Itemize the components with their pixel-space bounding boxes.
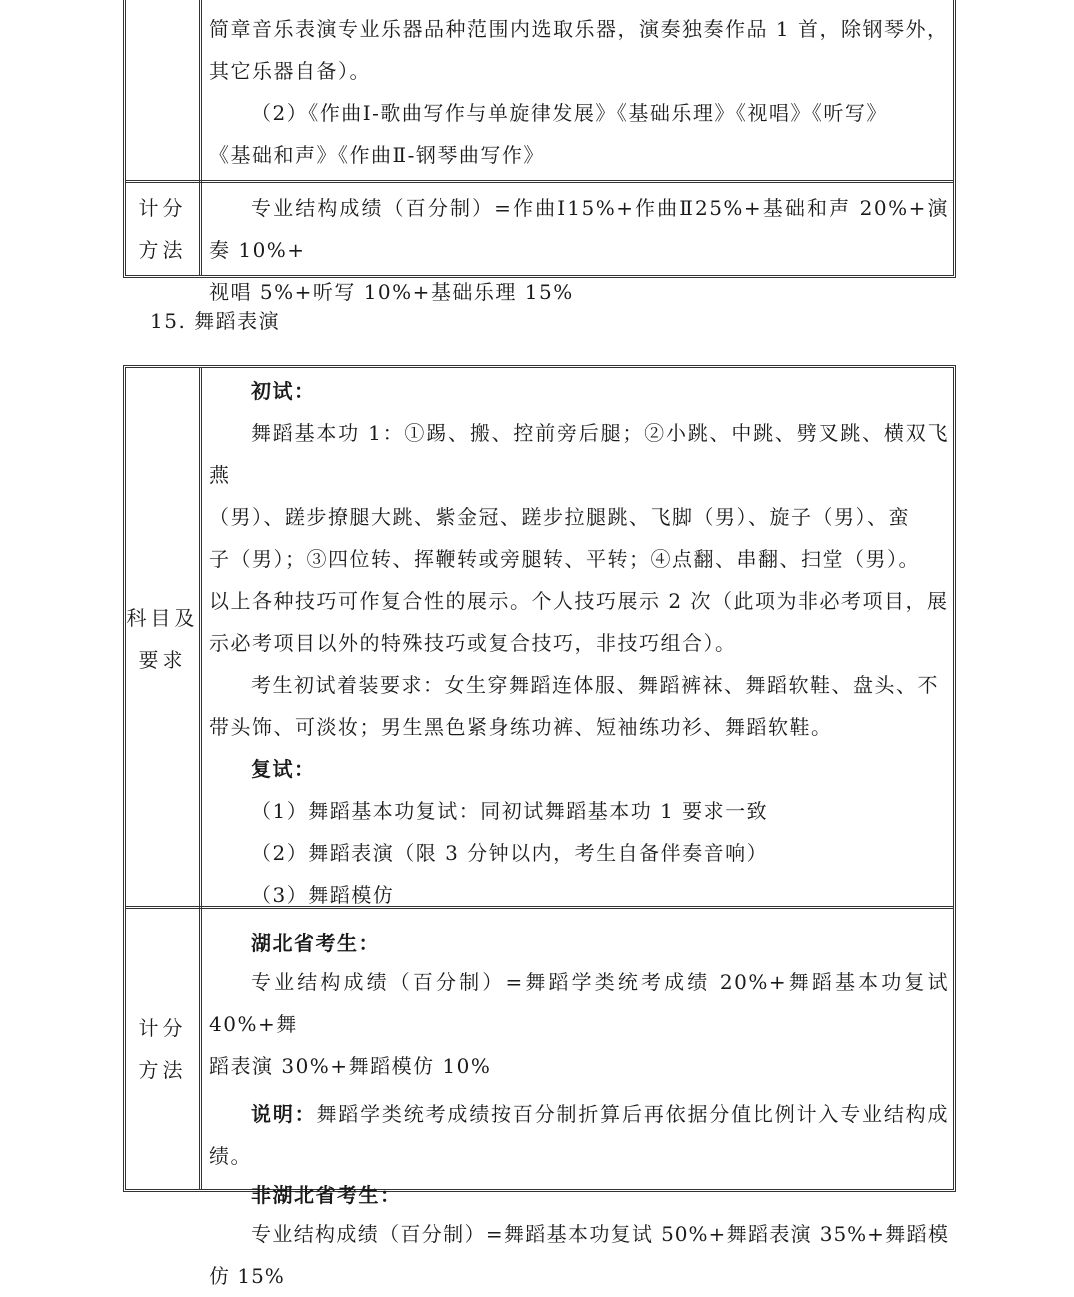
empty-label-cell xyxy=(126,0,202,183)
label-line: 计分 xyxy=(138,196,187,220)
dance-table xyxy=(123,365,956,1288)
hubei-title: 湖北省考生： xyxy=(251,931,380,955)
label-line: 要求 xyxy=(138,647,187,672)
text-line: 简章音乐表演专业乐器品种范围内选取乐器，演奏独奏作品 1 首，除钢琴外， xyxy=(209,17,949,41)
dance-scoring-content xyxy=(205,909,953,1288)
chushi-title: 初试： xyxy=(251,379,316,403)
non-hubei-title: 非湖北省考生： xyxy=(251,1183,402,1207)
scoring-label xyxy=(126,183,202,275)
text-line: 其它乐器自备）。 xyxy=(209,59,371,83)
scoring-label xyxy=(126,909,202,1189)
list-item: （2）舞蹈表演（限 3 分钟以内，考生自备伴奏音响） xyxy=(251,841,769,865)
subjects-label xyxy=(126,368,202,909)
music-scoring-content xyxy=(205,183,953,304)
dance-scoring-row xyxy=(126,909,953,1288)
music-subjects-row xyxy=(126,0,953,183)
text-line: 专业结构成绩（百分制）=舞蹈学类统考成绩 20%+舞蹈基本功复试 40%+舞 xyxy=(209,970,949,1036)
text-line: 带头饰、可淡妆；男生黑色紧身练功裤、短袖练功衫、舞蹈软鞋。 xyxy=(209,715,833,739)
text-line: 视唱 5%+听写 10%+基础乐理 15% xyxy=(209,280,574,304)
text-line: 考生初试着装要求：女生穿舞蹈连体服、舞蹈裤袜、舞蹈软鞋、盘头、不 xyxy=(251,673,939,697)
dance-subjects-content xyxy=(205,368,953,909)
text-line: 蹈表演 30%+舞蹈模仿 10% xyxy=(209,1054,492,1078)
music-subjects-content xyxy=(205,0,953,183)
section-heading: 15. 舞蹈表演 xyxy=(150,309,281,333)
music-scoring-row xyxy=(126,183,953,304)
text-line: 以上各种技巧可作复合性的展示。个人技巧展示 2 次（此项为非必考项目，展 xyxy=(209,589,949,613)
top-table xyxy=(123,0,956,304)
text-line: 专业结构成绩（百分制）=作曲Ⅰ15%+作曲Ⅱ25%+基础和声 20%+演奏 10%+ xyxy=(209,196,949,262)
text-line: 专业结构成绩（百分制）=舞蹈基本功复试 50%+舞蹈表演 35%+舞蹈模仿 15% xyxy=(209,1222,949,1288)
fushi-title: 复试： xyxy=(251,757,316,781)
note-label: 说明： xyxy=(251,1102,317,1126)
label-line: 计分 xyxy=(138,1016,187,1040)
note-text: 舞蹈学类统考成绩按百分制折算后再依据分值比例计入专业结构成绩。 xyxy=(209,1102,950,1168)
note-line xyxy=(209,1093,949,1177)
list-item: （3）舞蹈模仿 xyxy=(251,883,395,907)
text-line: （男）、蹉步撩腿大跳、紫金冠、蹉步拉腿跳、飞脚（男）、旋子（男）、蛮 xyxy=(209,505,910,529)
text-line: 子（男）；③四位转、挥鞭转或旁腿转、平转；④点翻、串翻、扫堂（男）。 xyxy=(209,547,920,571)
label-line: 方法 xyxy=(138,1058,187,1082)
list-item: （1）舞蹈基本功复试：同初试舞蹈基本功 1 要求一致 xyxy=(251,799,769,823)
text-line: （2）《作曲Ⅰ-歌曲写作与单旋律发展》《基础乐理》《视唱》《听写》 xyxy=(251,101,888,125)
dance-subjects-row xyxy=(126,368,953,909)
text-line: 《基础和声》《作曲Ⅱ-钢琴曲写作》 xyxy=(209,143,545,167)
label-line: 方法 xyxy=(138,238,187,262)
text-line: 舞蹈基本功 1：①踢、搬、控前旁后腿；②小跳、中跳、劈叉跳、横双飞燕 xyxy=(209,421,949,487)
label-line: 科目及 xyxy=(126,605,199,630)
text-line: 示必考项目以外的特殊技巧或复合技巧，非技巧组合）。 xyxy=(209,631,737,655)
